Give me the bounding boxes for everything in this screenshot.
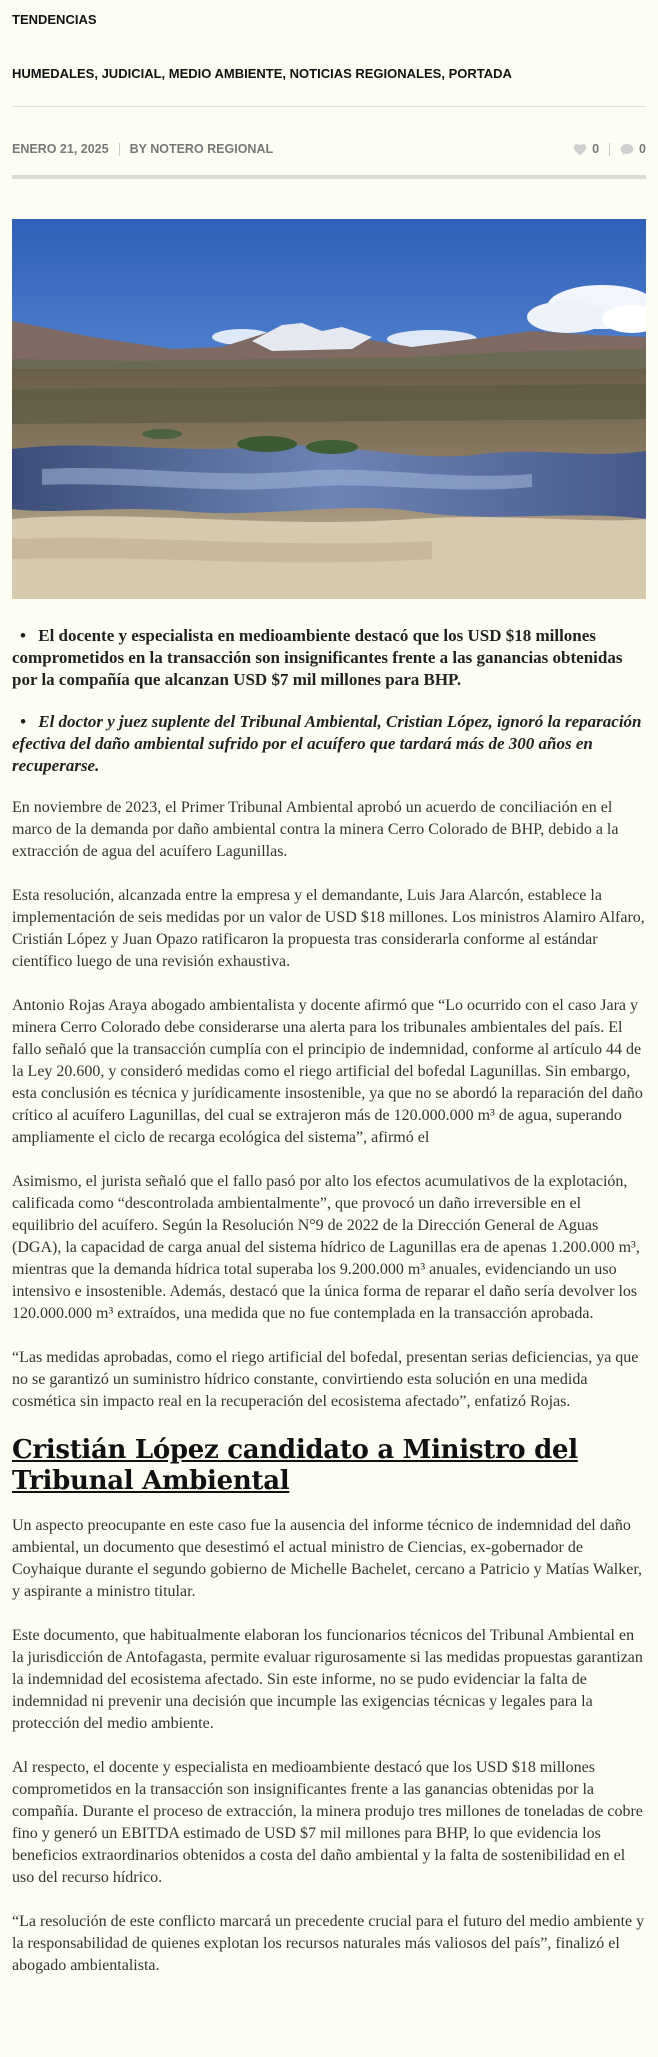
comment-count: 0 <box>639 142 646 156</box>
paragraph: Este documento, que habitualmente elaboran los funcionarios técnicos del Tribunal Ambiental en la jurisdicción de Antofagasta, permite evaluar rigurosamente si las medidas propuestas garantizan la indemnidad del ecosistema afectado. Sin este informe, no se pudo evidenciar la falta de indemnidad ni prevenir una decisión que incumple las exigencias técnicas y legales para la protección del medio ambiente. <box>12 1627 643 1732</box>
comment-icon <box>620 143 634 156</box>
category-separator: , <box>282 66 290 81</box>
featured-image <box>12 219 646 599</box>
paragraph: Al respecto, el docente y especialista en medioambiente destacó que los USD $18 millones comprometidos en la transacción son insignificantes frente a las ganancias obtenidas por la compañía. Durante el proceso de extracción, la minera produjo tres millones de toneladas de cobre fino y generó un EBITDA estimado de USD $7 mil millones para BHP, lo que evidencia los beneficios extraordinarios obtenidos a costa del daño ambiental y la falta de sostenibilidad en el uso del recurso hídrico. <box>12 1759 643 1886</box>
article-body <box>12 797 646 1977</box>
paragraph: Un aspecto preocupante en este caso fue la ausencia del informe técnico de indemnidad del daño ambiental, un documento que desestimó el actual ministro de Ciencias, ex-gobernador de Coyhaique durante el segundo gobierno de Michelle Bachelet, cercano a Patricio y Matías Walker, y aspirante a ministro titular. <box>12 1517 642 1600</box>
meta-divider <box>119 143 120 156</box>
post-meta <box>12 139 646 159</box>
paragraph: Esta resolución, alcanzada entre la empresa y el demandante, Luis Jara Alarcón, establece la implementación de seis medidas por un valor de USD $18 millones. Los ministros Alamiro Alfaro, Cristián López y Juan Opazo ratificaron la propuesta tras considerarla conforme al estándar científico luego de una revisión exhaustiva. <box>12 887 645 970</box>
paragraph: Antonio Rojas Araya abogado ambientalista y docente afirmó que “Lo ocurrido con el caso Jara y minera Cerro Colorado debe considerarse una alerta para los tribunales ambientales del país. El fallo señaló que la transacción cumplía con el principio de indemnidad, conforme al artículo 44 de la Ley 20.600, y consideró medidas como el riego artificial del bofedal Lagunillas. Sin embargo, esta conclusión es técnica y jurídicamente insostenible, ya que no se abordó la reparación del daño crítico al acuífero Lagunillas, del cual se extrajeron más de 120.000.000 m³ de agua, superando ampliamente el ciclo de recarga ecológica del sistema”, afirmó el <box>12 997 643 1146</box>
like-button[interactable] <box>573 142 599 156</box>
section-heading: Cristián López candidato a Ministro del Tribunal Ambiental <box>12 1435 578 1496</box>
highlight-text: El docente y especialista en medioambiente destacó que los USD $18 millones comprometidos en la transacción son insignificantes frente a las ganancias obtenidas por la compañía que alcanzan USD $7 mil millones para BHP. <box>12 626 623 689</box>
highlight-item <box>12 625 646 691</box>
category-link-medio-ambiente[interactable]: MEDIO AMBIENTE <box>168 66 283 81</box>
post-date[interactable]: ENERO 21, 2025 <box>12 142 109 156</box>
highlights-list <box>12 625 646 777</box>
post-author[interactable]: BY NOTERO REGIONAL <box>129 142 274 156</box>
category-separator: , <box>441 66 449 81</box>
meta-divider <box>609 143 610 156</box>
comments-button[interactable] <box>620 142 646 156</box>
paragraph: “Las medidas aprobadas, como el riego artificial del bofedal, presentan serias deficiencias, ya que no se garantizó un suministro hídrico constante, convirtiendo esta solución en una medida cosmética sin impacto real en la recuperación del ecosistema afectado”, enfatizó Rojas. <box>12 1349 639 1410</box>
category-list <box>12 66 646 88</box>
heart-icon <box>573 143 587 156</box>
bullet-symbol: • <box>20 712 26 731</box>
bullet-symbol: • <box>20 626 26 645</box>
paragraph: En noviembre de 2023, el Primer Tribunal Ambiental aprobó un acuerdo de conciliación en el marco de la demanda por daño ambiental contra la minera Cerro Colorado de BHP, debido a la extracción de agua del acuífero Lagunillas. <box>12 799 619 860</box>
like-count: 0 <box>592 142 600 156</box>
paragraph: “La resolución de este conflicto marcará un precedente crucial para el futuro del medio ambiente y la responsabilidad de quienes explotan los recursos naturales más valiosos del país”, finalizó el abogado ambientalista. <box>12 1913 645 1974</box>
highlight-text: El doctor y juez suplente del Tribunal Ambiental, Cristian López, ignoró la reparación efectiva del daño ambiental sufrido por el acuífero que tardará más de 300 años en recuperarse. <box>12 712 642 775</box>
category-link-portada[interactable]: PORTADA <box>448 66 512 81</box>
highlight-item <box>12 711 646 777</box>
category-link-judicial[interactable]: JUDICIAL <box>101 66 162 81</box>
kicker-label[interactable]: TENDENCIAS <box>12 12 97 27</box>
paragraph: Asimismo, el jurista señaló que el fallo pasó por alto los efectos acumulativos de la explotación, calificada como “descontrolada ambientalmente”, que provocó un daño irreversible en el equilibrio del acuífero. Según la Resolución N°9 de 2022 de la Dirección General de Aguas (DGA), la capacidad de carga anual del sistema hídrico de Lagunillas era de apenas 1.200.000 m³, mientras que la demanda hídrica total superaba los 9.200.000 m³ anuales, evidenciando un uso intensivo e insostenible. Además, destacó que la única forma de reparar el daño sería devolver los 120.000.000 m³ extraídos, una medida que no fue contemplada en la transacción aprobada. <box>12 1173 640 1322</box>
category-link-noticias-regionales[interactable]: NOTICIAS REGIONALES <box>289 66 442 81</box>
meta-divider-thick <box>12 175 646 179</box>
category-separator: , <box>161 66 169 81</box>
category-link-humedales[interactable]: HUMEDALES <box>12 66 95 81</box>
divider <box>12 106 646 107</box>
category-separator: , <box>94 66 102 81</box>
